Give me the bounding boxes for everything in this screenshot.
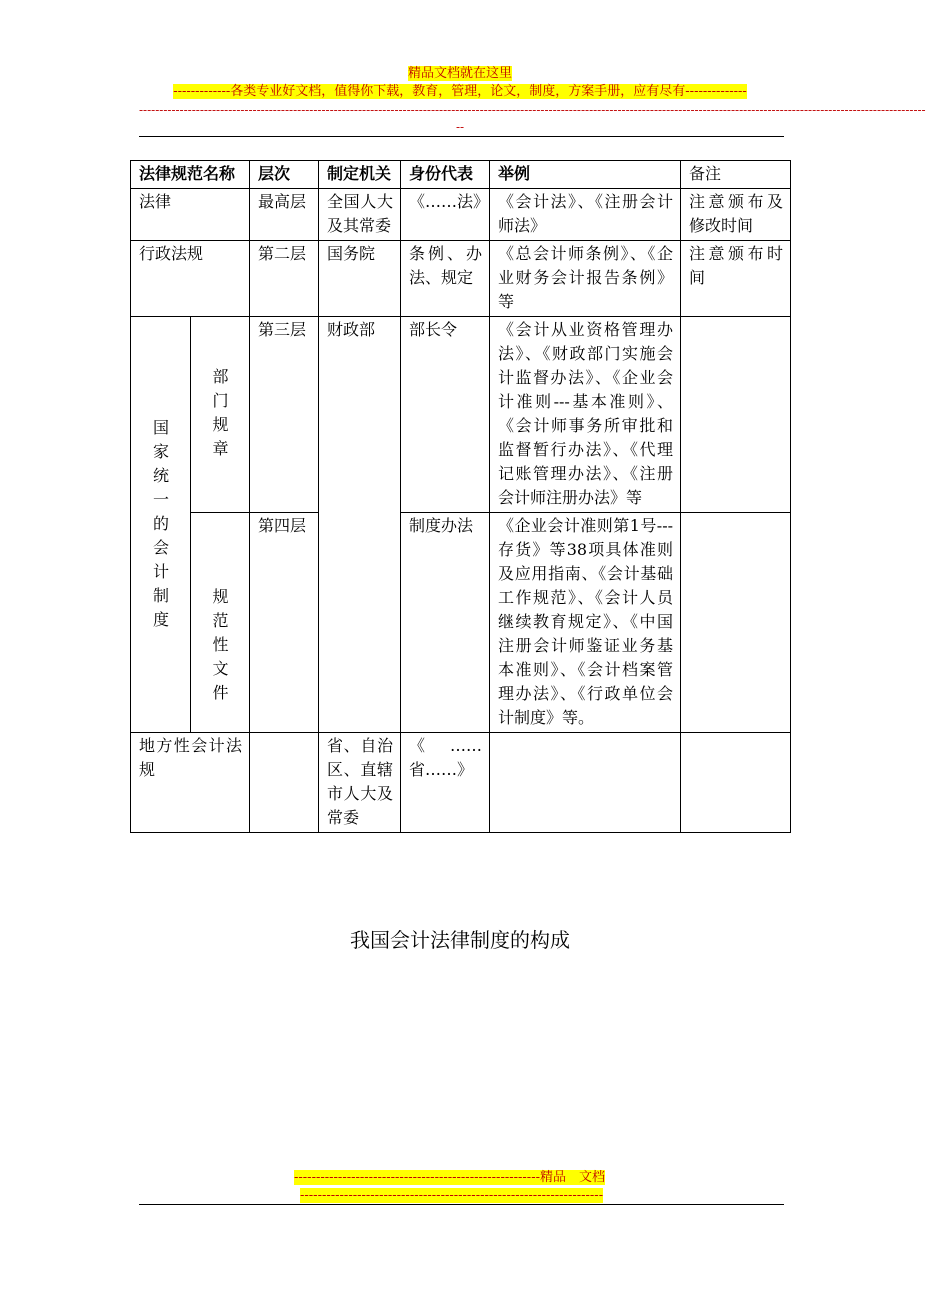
header-example: 举例 [490,161,681,189]
norm-name: 规范性文件 [212,587,229,702]
table-row [131,189,791,241]
header-level: 层次 [250,161,319,189]
norm-note [681,513,791,733]
header-dash-line: -------------------------------------------------------------------------------------------------------------------------------------------------------------------------------------------------- [139,103,926,117]
local-example [490,733,681,833]
header-tagline: -------------各类专业好文档，值得你下载，教育，管理，论文，制度，方案手册，应有尽有-------------- [173,84,747,99]
admin-name: 行政法规 [131,241,250,317]
norm-name-cell [191,513,250,733]
table-row [131,513,791,733]
header-title: 精品文档就在这里 [407,66,512,81]
footer-line-1: --------------------------------------------------------精品 文档 [294,1170,605,1185]
local-note [681,733,791,833]
law-name: 法律 [131,189,250,241]
table-row [131,733,791,833]
header-note: 备注 [681,161,791,189]
admin-example: 《总会计师条例》、《企业财务会计报告条例》等 [490,241,681,317]
local-level [250,733,319,833]
header-name: 法律规范名称 [131,161,250,189]
norm-example: 《企业会计准则第1号---存货》等38项具体准则及应用指南、《会计基础工作规范》、《会计人员继续教育规定》、《中国注册会计师鉴证业务基本准则》、《会计档案管理办法》、《行政单位会计制度》等。 [490,513,681,733]
table-row [131,317,791,513]
norm-level: 第四层 [250,513,319,733]
admin-identity: 条例、办法、规定 [401,241,490,317]
law-note: 注意颁布及修改时间 [681,189,791,241]
dept-example: 《会计从业资格管理办法》、《财政部门实施会计监督办法》、《企业会计准则---基本准则》、《会计师事务所审批和监督暂行办法》、《代理记账管理办法》、《注册会计师注册办法》等 [490,317,681,513]
law-identity: 《……法》 [401,189,490,241]
dept-identity: 部长令 [401,317,490,513]
header-rule [139,136,784,137]
local-identity: 《……省……》 [401,733,490,833]
law-organ: 全国人大及其常委 [319,189,401,241]
dept-name-cell [191,317,250,513]
admin-note: 注意颁布时间 [681,241,791,317]
dept-note [681,317,791,513]
norm-identity: 制度办法 [401,513,490,733]
dept-level: 第三层 [250,317,319,513]
law-example: 《会计法》、《注册会计师法》 [490,189,681,241]
law-level: 最高层 [250,189,319,241]
admin-organ: 国务院 [319,241,401,317]
header-dash-tail: -- [455,120,465,134]
local-organ: 省、自治区、直辖市人大及常委 [319,733,401,833]
header-organ: 制定机关 [319,161,401,189]
table-header-row [131,161,791,189]
footer-line-2: --------------------------------------------------------------------- [300,1188,604,1203]
dept-organ: 财政部 [319,317,401,733]
group-label: 国家统一的会计制度 [153,418,170,629]
law-structure-table [130,160,791,833]
local-name: 地方性会计法规 [131,733,250,833]
table-row [131,241,791,317]
admin-level: 第二层 [250,241,319,317]
group-label-cell [131,317,191,733]
dept-name: 部门规章 [212,367,229,458]
header-identity: 身份代表 [401,161,490,189]
table-caption: 我国会计法律制度的构成 [350,928,570,952]
footer-rule [139,1204,784,1205]
